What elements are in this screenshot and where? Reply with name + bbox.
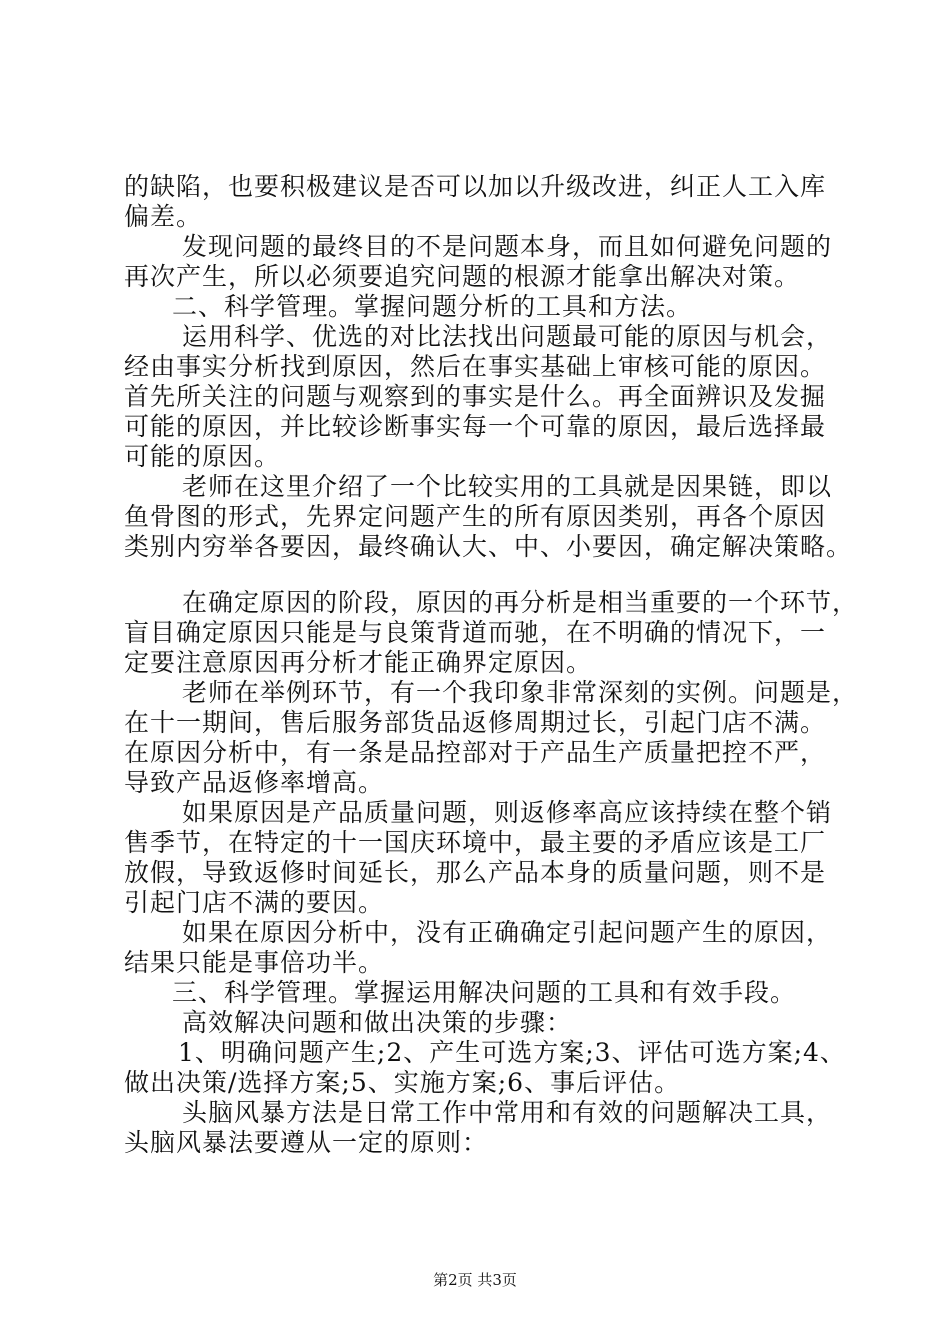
paragraph-start: 1、明确问题产生;2、产生可选方案;3、评估可选方案;4、 [178,1038,846,1067]
text-line: 结果只能是事倍功半。 [124,948,385,977]
paragraph-start: 运用科学、优选的对比法找出问题最可能的原因与机会， [182,322,833,351]
section-heading: 三、科学管理。掌握运用解决问题的工具和有效手段。 [172,978,797,1007]
text-line: 头脑风暴法要遵从一定的原则： [124,1128,489,1157]
text-line: 导致产品返修率增高。 [124,768,385,797]
text-line: 经由事实分析找到原因，然后在事实基础上审核可能的原因。 [124,352,827,381]
text-line: 引起门店不满的要因。 [124,888,385,917]
paragraph-start: 老师在举例环节，有一个我印象非常深刻的实例。问题是， [182,678,859,707]
text-line: 类别内穷举各要因，最终确认大、中、小要因，确定解决策略。 [124,532,853,561]
text-line: 偏差。 [124,202,203,231]
paragraph-start: 头脑风暴方法是日常工作中常用和有效的问题解决工具， [182,1098,833,1127]
text-line: 在原因分析中，有一条是品控部对于产品生产质量把控不严， [124,738,827,767]
text-line: 放假，导致返修时间延长，那么产品本身的质量问题，则不是 [124,858,827,887]
paragraph-start: 老师在这里介绍了一个比较实用的工具就是因果链，即以 [182,472,833,501]
section-heading: 二、科学管理。掌握问题分析的工具和方法。 [172,292,693,321]
text-line: 定要注意原因再分析才能正确界定原因。 [124,648,593,677]
text-line: 做出决策/选择方案;5、实施方案;6、事后评估。 [124,1068,681,1097]
paragraph-start: 发现问题的最终目的不是问题本身，而且如何避免问题的 [182,232,833,261]
page-number-footer: 第2页 共3页 [433,1271,517,1289]
document-body [124,172,859,1158]
text-line: 在十一期间，售后服务部货品返修周期过长，引起门店不满。 [124,708,827,737]
paragraph-start: 如果原因是产品质量问题，则返修率高应该持续在整个销 [182,798,833,827]
text-line: 首先所关注的问题与观察到的事实是什么。再全面辨识及发掘 [124,382,827,411]
text-line: 盲目确定原因只能是与良策背道而驰，在不明确的情况下，一 [124,618,827,647]
paragraph-gap [124,562,850,588]
text-line: 的缺陷，也要积极建议是否可以加以升级改进，纠正人工入库 [124,172,827,201]
text-line: 可能的原因。 [124,442,281,471]
paragraph-start: 高效解决问题和做出决策的步骤： [182,1008,573,1037]
paragraph-start: 在确定原因的阶段，原因的再分析是相当重要的一个环节， [182,588,859,617]
paragraph-start: 如果在原因分析中，没有正确确定引起问题产生的原因， [182,918,833,947]
text-line: 售季节，在特定的十一国庆环境中，最主要的矛盾应该是工厂 [124,828,827,857]
text-line: 可能的原因，并比较诊断事实每一个可靠的原因，最后选择最 [124,412,827,441]
text-line: 再次产生，所以必须要追究问题的根源才能拿出解决对策。 [124,262,801,291]
text-line: 鱼骨图的形式，先界定问题产生的所有原因类别，再各个原因 [124,502,827,531]
